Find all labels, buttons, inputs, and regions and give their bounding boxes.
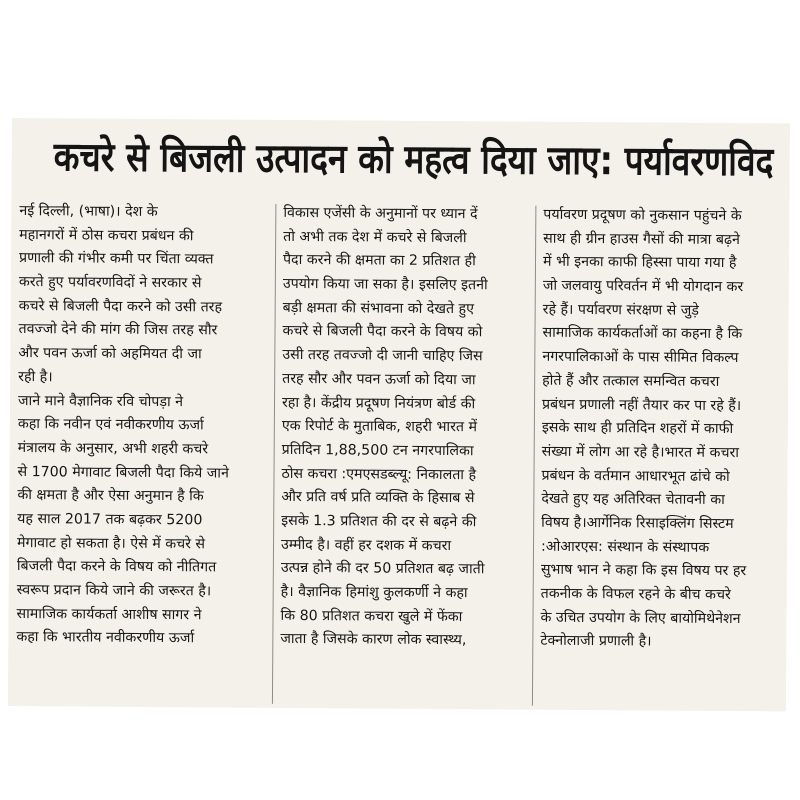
- article-text-line: सामाजिक कार्यकर्ताओं का कहना है कि: [542, 325, 743, 343]
- article-text-line: से 1700 मेगावाट बिजली पैदा किये जाने: [17, 463, 229, 482]
- article-text-line: उसी तरह तवज्जो दी जानी चाहिए जिस: [282, 347, 483, 365]
- article-text-line: बिजली पैदा करने के विषय को नीतिगत: [16, 558, 217, 576]
- article-text-line: विषय है।आर्गेनिक रिसाइक्लिंग सिस्टम: [541, 514, 734, 532]
- article-text-line: कचरे से बिजली पैदा करने को उसी तरह: [18, 297, 223, 316]
- article-text-line: साथ ही ग्रीन हाउस गैसों की मात्रा बढ़ने: [543, 230, 740, 248]
- article-text-line: सुभाष भान ने कहा कि इस विषय पर हर: [540, 562, 747, 580]
- article-text-line: संख्या में लोग आ रहे है।भारत में कचरा: [541, 443, 740, 461]
- article-text-line: है। वैज्ञानिक हिमांशु कुलकर्णी ने कहा: [280, 583, 468, 602]
- article-text-line: मंत्रालय के अनुसार, अभी शहरी कचरे: [17, 439, 209, 458]
- article-text-line: के उचित उपयोग के लिए बायोमिथेनेशन: [540, 609, 741, 627]
- article-text-line: प्रबंधन प्रणाली नहीं तैयार कर पा रहे हैं।: [541, 396, 742, 414]
- article-text-line: तरह सौर और पवन ऊर्जा को दिया जा: [282, 370, 476, 389]
- article-text-line: जाने माने वैज्ञानिक रवि चोपड़ा ने: [17, 392, 184, 410]
- article-text-line: नई दिल्ली, (भाषा)। देश के: [19, 203, 158, 221]
- article-text-line: रहे हैं। पर्यावरण संरक्षण से जुड़े: [542, 301, 699, 319]
- article-text-line: तकनीक के विफल रहने के बीच कचरे: [540, 585, 731, 604]
- article-text-line: जो जलवायु परिवर्तन में भी योगदान कर: [542, 277, 744, 296]
- article-text-line: की क्षमता है और ऐसा अनुमान है कि: [17, 487, 204, 505]
- article-text-line: उत्पन्न होने की दर 50 प्रतिशत बढ़ जाती: [280, 560, 485, 578]
- article-text-line: होते हैं और तत्काल समन्वित कचरा: [542, 372, 720, 390]
- article-text-line: और प्रति वर्ष प्रति व्यक्ति के हिसाब से: [281, 489, 475, 507]
- article-text-line: नगरपालिकाओं के पास सीमित विकल्प: [542, 348, 739, 367]
- article-text-line: तो अभी तक देश में कचरे से बिजली: [283, 228, 467, 246]
- article-text-line: ठोस कचरा :एमएसडब्ल्यू: निकालता है: [281, 465, 477, 483]
- article-column-1: [16, 200, 269, 652]
- article-text-line: सामाजिक कार्यकर्ता आशीष सागर ने: [16, 605, 202, 624]
- article-text-line: प्रणाली की गंभीर कमी पर चिंता व्यक्त: [18, 250, 214, 268]
- article-text-line: तवज्जो देने की मांग की जिस तरह सौर: [18, 321, 218, 339]
- article-text-line: रही है।: [18, 368, 53, 386]
- article-text-line: प्रबंधन के वर्तमान आधारभूत ढांचे को: [541, 467, 730, 485]
- article-text-line: मेगावाट हो सकता है। ऐसे में कचरे से: [16, 534, 206, 552]
- article-text-line: महानगरों में ठोस कचरा प्रबंधन की: [19, 226, 194, 244]
- article-text-line: पैदा करने की क्षमता का 2 प्रतिशत ही: [282, 252, 476, 270]
- column-divider: [272, 204, 276, 704]
- article-text-line: प्रतिदिन 1,88,500 टन नगरपालिका: [281, 441, 474, 460]
- newspaper-clipping: [8, 118, 790, 711]
- article-text-line: एक रिपोर्ट के मुताबिक, शहरी भारत में: [281, 418, 478, 436]
- article-text-line: यह साल 2017 तक बढ़कर 5200: [17, 510, 203, 529]
- article-text-line: में भी इनका काफी हिस्सा पाया गया है: [542, 254, 737, 272]
- article-text-line: जाता है जिसके कारण लोक स्वास्थ्य,: [280, 631, 467, 649]
- article-text-line: कहा कि नवीन एवं नवीकरणीय ऊर्जा: [17, 416, 204, 434]
- article-text-line: करते हुए पर्यावरणविदों ने सरकार से: [18, 274, 202, 292]
- article-text-line: उपयोग किया जा सका है। इसलिए इतनी: [282, 275, 488, 294]
- article-text-line: इसके साथ ही प्रतिदिन शहरों में काफी: [541, 419, 734, 438]
- article-text-line: विकास एजेंसी के अनुमानों पर ध्यान दें: [283, 204, 478, 223]
- article-text-line: इसके 1.3 प्रतिशत की दर से बढ़ने की: [281, 512, 477, 531]
- article-headline: कचरे से बिजली उत्पादन को महत्व दिया जाए: पर्यावरणविद: [53, 134, 774, 186]
- article-text-line: कि 80 प्रतिशत कचरा खुले में फेंका: [280, 607, 463, 625]
- article-text-line: बड़ी क्षमता की संभावना को देखते हुए: [282, 299, 475, 317]
- article-text-line: कहा कि भारतीय नवीकरणीय ऊर्जा: [16, 629, 195, 647]
- column-divider: [532, 206, 536, 706]
- article-text-line: टेक्नोलाजी प्रणाली है।: [540, 633, 652, 650]
- article-text-line: स्वरूप प्रदान किये जाने की जरूरत है।: [16, 582, 212, 600]
- article-text-line: रहा है। केंद्रीय प्रदूषण नियंत्रण बोर्ड की: [281, 394, 476, 412]
- article-text-line: :ओआरएस: संस्थान के संस्थापक: [540, 538, 710, 556]
- article-text-line: देखते हुए यह अतिरिक्त चेतावनी का: [541, 490, 725, 509]
- article-text-line: कचरे से बिजली पैदा करने के विषय को: [282, 323, 483, 341]
- article-text-line: पर्यावरण प्रदूषण को नुकसान पहुंचने के: [543, 206, 742, 225]
- article-text-line: उम्मीद है। वहीं हर दशक में कचरा: [280, 536, 452, 554]
- article-column-2: [280, 202, 527, 654]
- article-text-line: और पवन ऊर्जा को अहमियत दी जा: [18, 345, 202, 363]
- article-column-3: [540, 204, 779, 656]
